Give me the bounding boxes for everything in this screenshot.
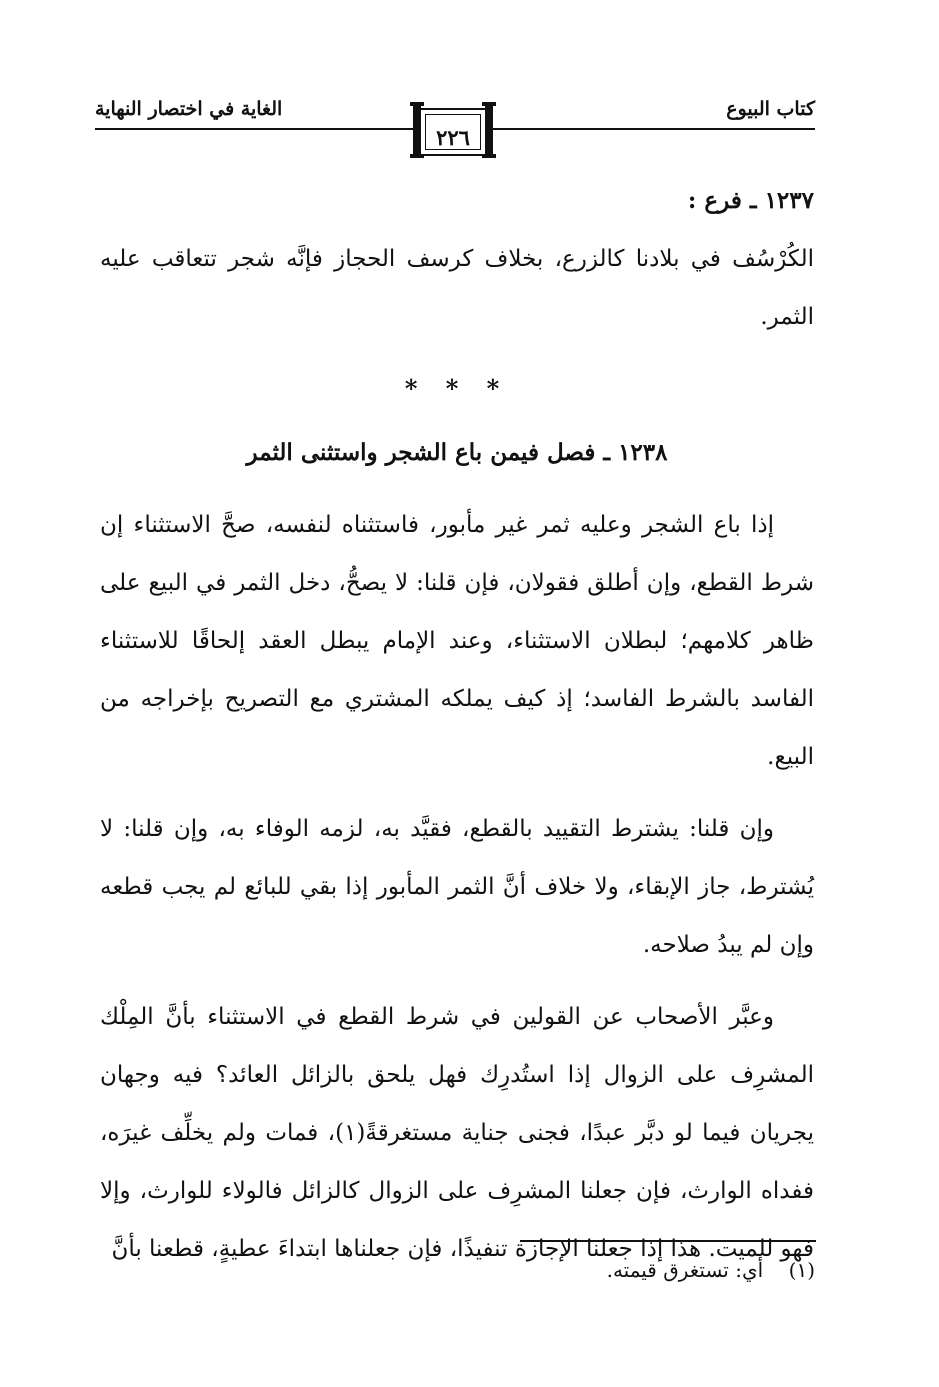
header-rule-left — [95, 128, 420, 130]
page-header — [95, 96, 815, 176]
section-1238-heading: ١٢٣٨ ـ فصل فيمن باع الشجر واستثنى الثمر — [246, 439, 668, 466]
book-title: الغاية في اختصار النهاية — [95, 98, 283, 120]
footnote-marker: (١) — [788, 1258, 815, 1282]
page-body — [100, 172, 814, 1278]
page-number-frame — [413, 102, 493, 156]
section-1238-paragraph-1: إذا باع الشجر وعليه ثمر غير مأبور، فاستثناه لنفسه، صحَّ الاستثناء إن شرط القطع، وإن أطلق فقولان، فإن قلنا: لا يصحُّ، دخل الثمر في البيع على ظاهر كلامهم؛ لبطلان الاستثناء، وعند الإمام يبطل العقد إلحاقًا للاستثناء الفاسد بالشرط الفاسد؛ إذ كيف يملكه المشتري مع التصريح بإخراجه من البيع. — [100, 512, 814, 770]
section-1237-paragraph: الكُرْسُف في بلادنا كالزرع، بخلاف كرسف الحجاز فإنَّه شجر تتعاقب عليه الثمر. — [100, 246, 814, 330]
chapter-title: كتاب البيوع — [726, 98, 815, 120]
section-1238-paragraph-2: وإن قلنا: يشترط التقييد بالقطع، فقيَّد به، لزمه الوفاء به، وإن قلنا: لا يُشترط، جاز الإبقاء، ولا خلاف أنَّ الثمر المأبور إذا بقي للبائع لم يجب قطعه وإن لم يبدُ صلاحه. — [100, 816, 814, 958]
section-separator-stars: * * * — [404, 374, 510, 403]
page-number: ٢٢٦ — [436, 125, 470, 150]
footnote-text: أي: تستغرق قيمته. — [606, 1258, 764, 1282]
header-rule-right — [490, 128, 815, 130]
footnote-separator — [520, 1240, 816, 1242]
footnote — [607, 1258, 815, 1282]
section-1238-paragraph-3: وعبَّر الأصحاب عن القولين في شرط القطع في الاستثناء بأنَّ المِلْك المشرِف على الزوال إذا استُدرِك فهل يلحق بالزائل العائد؟ فيه وجهان يجريان فيما لو دبَّر عبدًا، فجنى جناية مستغرقةً(١)، فمات ولم يخلِّف غيرَه، ففداه الوارث، فإن جعلنا المشرِف على الزوال كالزائل فالولاء للوارث، وإلا فهو للميت. هذا إذا جعلنا الإجازة تنفيذًا، فإن جعلناها ابتداءَ عطيةٍ، قطعنا بأنَّ — [100, 1004, 814, 1262]
section-1237-heading: ١٢٣٧ ـ فرع : — [687, 187, 814, 214]
